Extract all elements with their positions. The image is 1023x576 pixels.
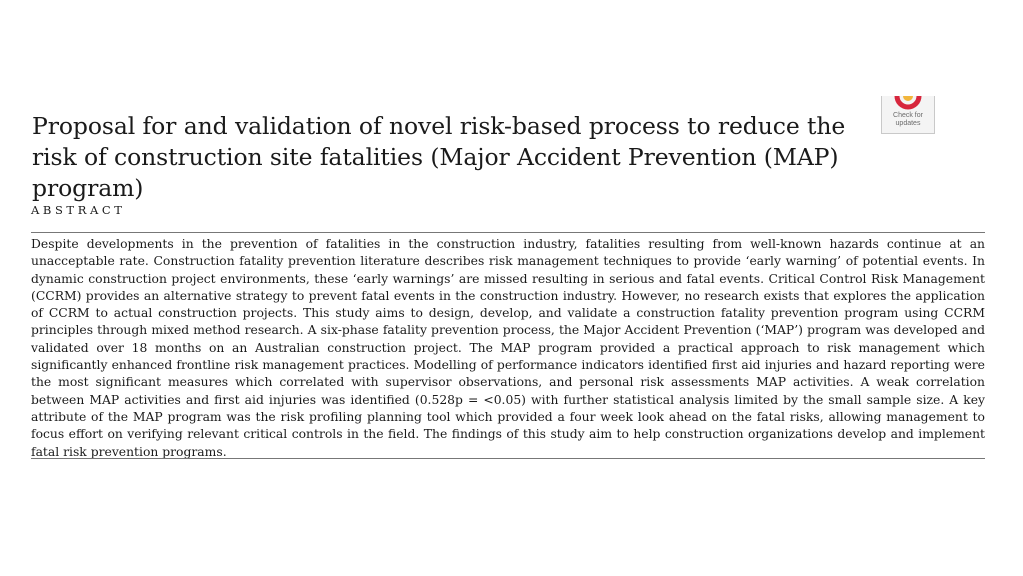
- article-title: Proposal for and validation of novel risk-based process to reduce the risk of construction site fatalities (Major Accident Prevention (MAP) program): [32, 112, 846, 202]
- check-for-updates-icon: [894, 96, 922, 112]
- abstract-bottom-divider: [31, 458, 985, 459]
- abstract-text: Despite developments in the prevention of fatalities in the construction industry, fatalities resulting from well-known hazards continue at an unacceptable rate. Construction fatality prevention literature describes risk management techniques to provide ‘early warning’ of potential events. In dynamic construction project environments, these ‘early warnings’ are missed resulting in serious and fatal events. Critical Control Risk Management (CCRM) provides an alternative strategy to prevent fatal events in the construction industry. However, no research exists that explores the application of CCRM to actual construction projects. This study aims to design, develop, and validate a construction fatality prevention program using CCRM principles through mixed method research. A six-phase fatality prevention process, the Major Accident Prevention (‘MAP’) program was developed and validated over 18 months on an Australian construction project. The MAP program provided a practical approach to risk management which significantly enhanced frontline risk management practices. Modelling of performance indicators identified first aid injuries and hazard reporting were the most significant measures which correlated with supervisor observations, and personal risk assessments MAP activities. A weak correlation between MAP activities and first aid injuries was identified (0.528p = <0.05) with further statistical analysis limited by the small sample size. A key attribute of the MAP program was the risk profiling planning tool which provided a four week look ahead on the fatal risks, allowing management to focus effort on verifying relevant critical controls in the field. The findings of this study aim to help construction organizations develop and implement fatal risk prevention programs.: [31, 237, 985, 459]
- abstract-top-divider: [31, 232, 985, 233]
- check-for-updates-label-line1: Check for: [893, 112, 923, 119]
- check-for-updates-label-line2: updates: [895, 119, 921, 127]
- abstract-heading: ABSTRACT: [31, 203, 126, 217]
- check-for-updates-badge[interactable]: [881, 96, 935, 134]
